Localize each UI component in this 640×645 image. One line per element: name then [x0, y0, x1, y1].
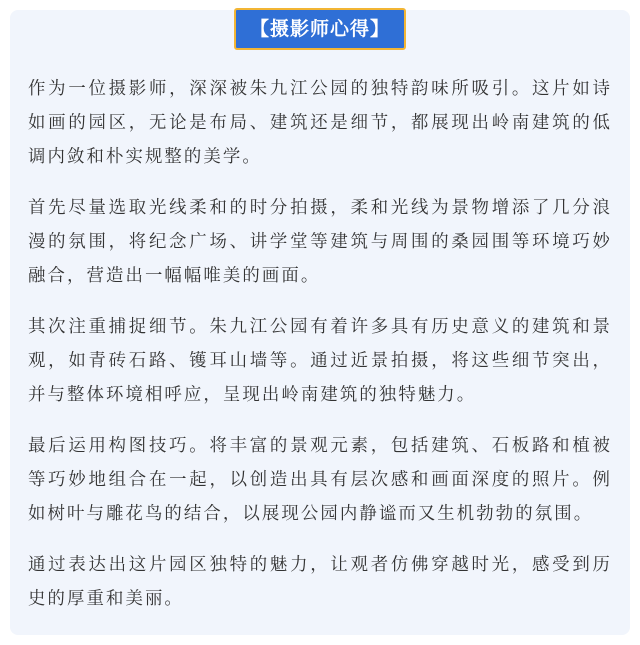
paragraph-composition: 最后运用构图技巧。将丰富的景观元素，包括建筑、石板路和植被等巧妙地组合在一起，以创造出具有层次感和画面深度的照片。例如树叶与雕花鸟的结合，以展现公园内静谧而又生机勃勃的氛围。 — [28, 436, 612, 524]
paragraph-intro: 作为一位摄影师，深深被朱九江公园的独特韵味所吸引。这片如诗如画的园区，无论是布局、建筑还是细节，都展现出岭南建筑的低调内敛和朴实规整的美学。 — [28, 79, 612, 167]
paragraph-details: 其次注重捕捉细节。朱九江公园有着许多具有历史意义的建筑和景观，如青砖石路、镬耳山墙等。通过近景拍摄，将这些细节突出，并与整体环境相呼应，呈现出岭南建筑的独特魅力。 — [28, 317, 612, 405]
article-card — [10, 10, 630, 635]
article-body — [28, 72, 612, 633]
header-wrap — [10, 10, 630, 50]
section-title-badge: 【摄影师心得】 — [234, 8, 406, 50]
paragraph-lighting: 首先尽量选取光线柔和的时分拍摄，柔和光线为景物增添了几分浪漫的氛围，将纪念广场、讲学堂等建筑与周围的桑园围等环境巧妙融合，营造出一幅幅唯美的画面。 — [28, 198, 612, 286]
paragraph-conclusion: 通过表达出这片园区独特的魅力，让观者仿佛穿越时光，感受到历史的厚重和美丽。 — [28, 555, 612, 609]
